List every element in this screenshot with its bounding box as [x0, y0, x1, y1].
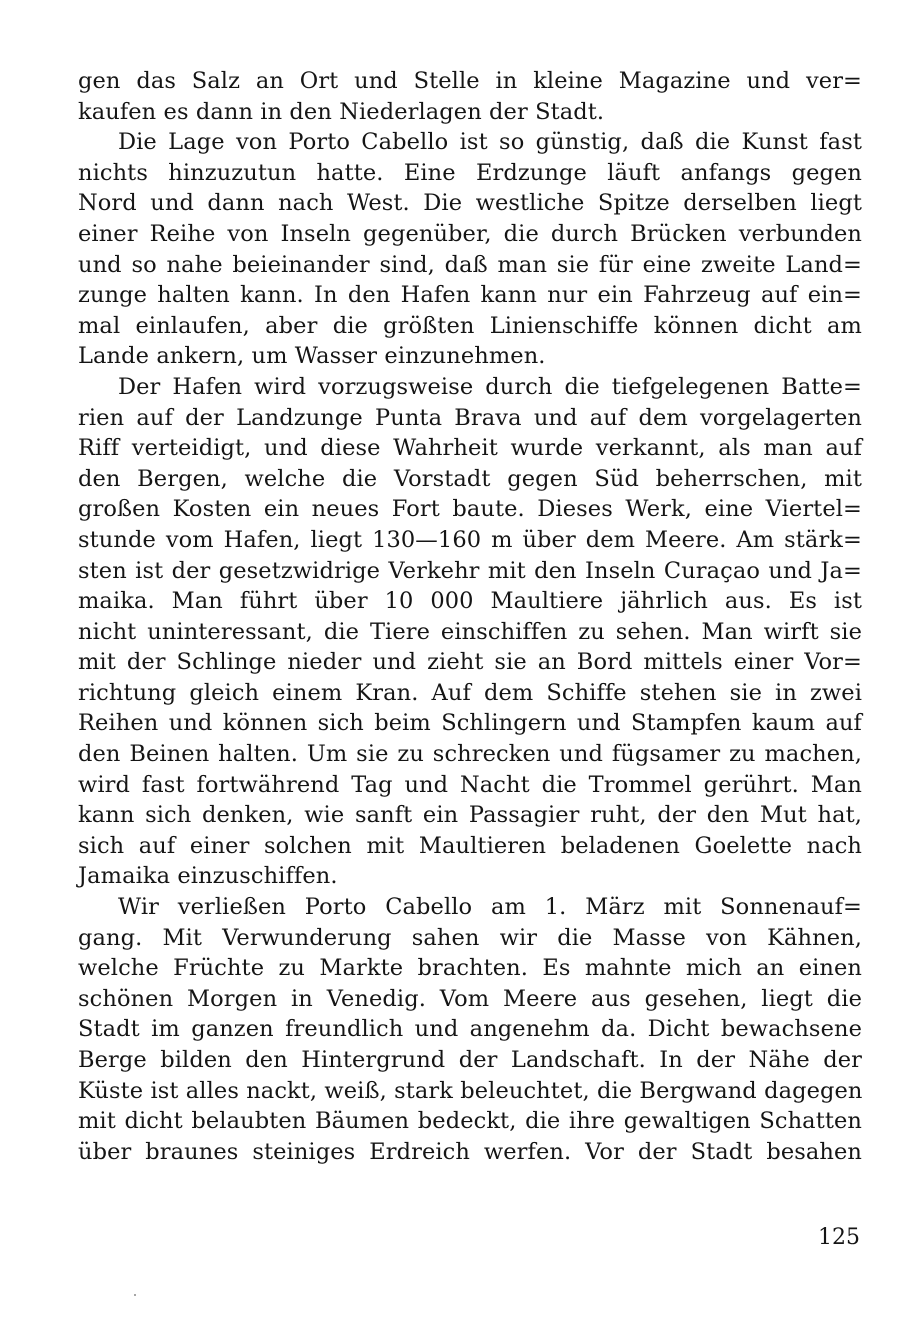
page-number: 125 [818, 1225, 860, 1250]
text-line: kaufen es dann in den Niederlagen der Stadt. [78, 98, 605, 125]
text-line: nichts hinzuzutun hatte. Eine Erdzunge läuft anfangs gegen [78, 159, 862, 186]
text-line: welche Früchte zu Markte brachten. Es mahnte mich an einen [78, 955, 862, 982]
text-line: Der Hafen wird vorzugsweise durch die tiefgelegenen Batte= [118, 373, 862, 400]
text-line: Stadt im ganzen freundlich und angenehm da. Dicht bewachsene [78, 1016, 862, 1043]
text-line: Reihen und können sich beim Schlingern und Stampfen kaum auf [78, 710, 862, 737]
text-line: einer Reihe von Inseln gegenüber, die durch Brücken verbunden [78, 220, 862, 247]
text-line: sich auf einer solchen mit Maultieren beladenen Goelette nach [78, 832, 862, 859]
text-line: gen das Salz an Ort und Stelle in kleine Magazine und ver= [78, 68, 862, 94]
text-line: Wir verließen Porto Cabello am 1. März mit Sonnenauf= [118, 894, 862, 921]
text-line: sten ist der gesetzwidrige Verkehr mit den Inseln Curaçao und Ja= [78, 557, 862, 584]
text-line: gang. Mit Verwunderung sahen wir die Masse von Kähnen, [78, 924, 862, 951]
text-line: Riff verteidigt, und diese Wahrheit wurde verkannt, als man auf [78, 435, 862, 462]
text-line: Lande ankern, um Wasser einzunehmen. [78, 343, 546, 370]
text-line: Jamaika einzuschiffen. [78, 863, 338, 890]
text-line: mit dicht belaubten Bäumen bedeckt, die ihre gewaltigen Schatten [78, 1108, 862, 1135]
text-line: und so nahe beieinander sind, daß man sie für eine zweite Land= [78, 251, 862, 278]
text-line: stunde vom Hafen, liegt 130—160 m über dem Meere. Am stärk= [78, 526, 862, 553]
text-line: Die Lage von Porto Cabello ist so günstig, daß die Kunst fast [118, 129, 862, 156]
text-line: schönen Morgen in Venedig. Vom Meere aus gesehen, liegt die [78, 985, 862, 1012]
text-line: maika. Man führt über 10 000 Maultiere jährlich aus. Es ist [78, 588, 862, 615]
paper-speck [134, 1294, 136, 1296]
text-line: Küste ist alles nackt, weiß, stark beleuchtet, die Bergwand dagegen [78, 1077, 863, 1104]
text-line: den Bergen, welche die Vorstadt gegen Süd beherrschen, mit [78, 465, 862, 492]
text-line: Berge bilden den Hintergrund der Landschaft. In der Nähe der [78, 1047, 862, 1073]
body-text [78, 66, 862, 1167]
text-line: großen Kosten ein neues Fort baute. Dieses Werk, eine Viertel= [78, 496, 862, 523]
text-line: mal einlaufen, aber die größten Linienschiffe können dicht am [78, 312, 862, 339]
text-line: über braunes steiniges Erdreich werfen. Vor der Stadt besahen [78, 1138, 862, 1165]
text-line: kann sich denken, wie sanft ein Passagier ruht, der den Mut hat, [78, 802, 862, 829]
text-line: den Beinen halten. Um sie zu schrecken und fügsamer zu machen, [78, 741, 862, 768]
text-line: zunge halten kann. In den Hafen kann nur ein Fahrzeug auf ein= [78, 282, 862, 309]
text-line: richtung gleich einem Kran. Auf dem Schiffe stehen sie in zwei [78, 679, 862, 706]
text-line: mit der Schlinge nieder und zieht sie an Bord mittels einer Vor= [78, 649, 862, 676]
text-line: Nord und dann nach West. Die westliche Spitze derselben liegt [78, 190, 862, 217]
text-line: rien auf der Landzunge Punta Brava und auf dem vorgelagerten [78, 404, 862, 431]
text-line: wird fast fortwährend Tag und Nacht die Trommel gerührt. Man [78, 771, 862, 798]
text-line: nicht uninteressant, die Tiere einschiffen zu sehen. Man wirft sie [78, 618, 862, 645]
